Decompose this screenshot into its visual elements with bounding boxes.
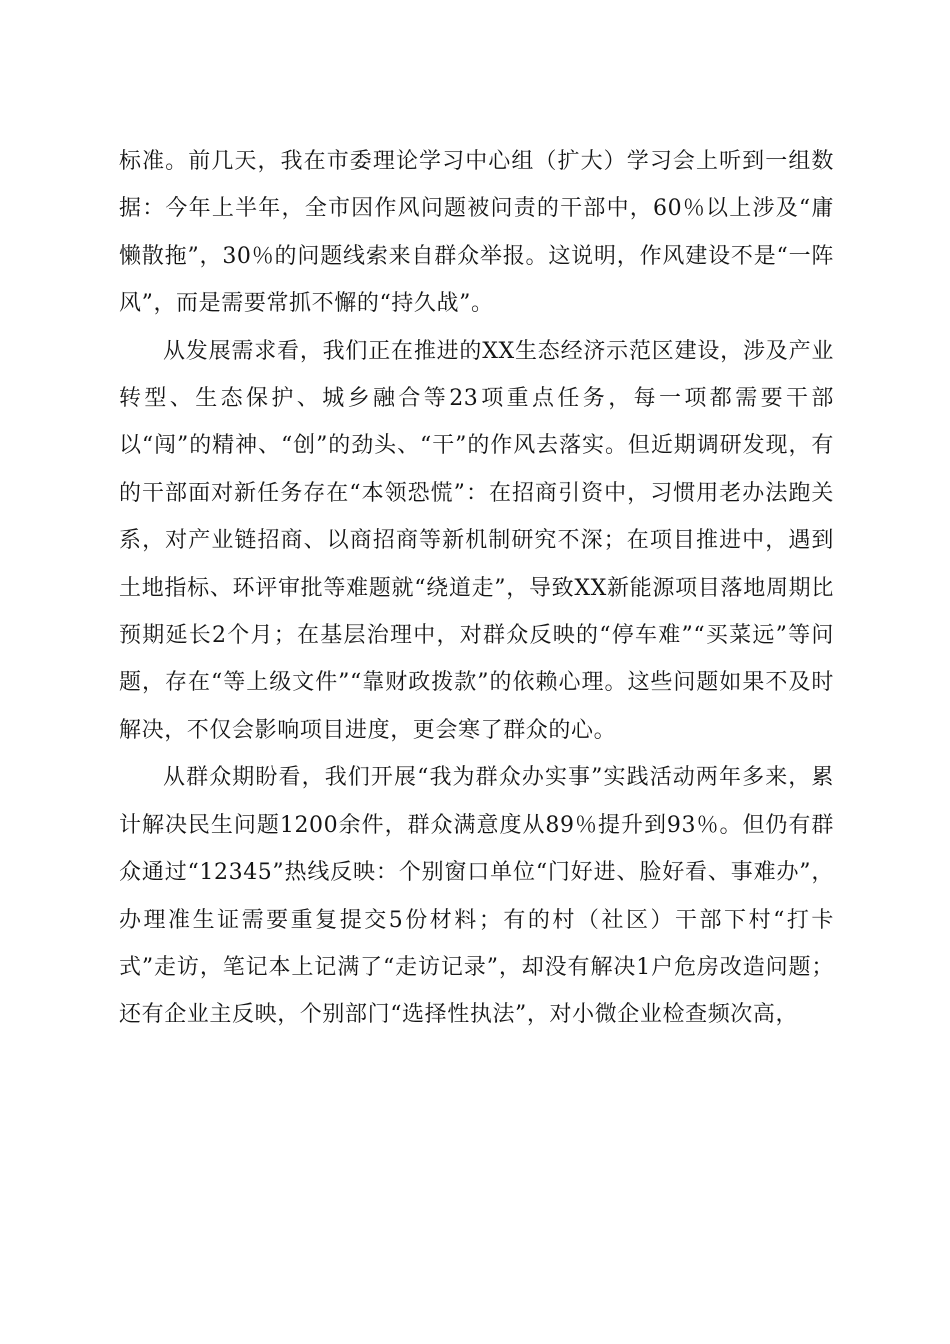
paragraph-public-expectations: 从群众期盼看，我们开展“我为群众办实事”实践活动两年多来，累计解决民生问题1200余件，群众满意度从89％提升到93％。但仍有群众通过“12345”热线反映：个别窗口单位“门好进、脸好看、事难办”，办理准生证需要重复提交5份材料；有的村（社区）干部下村“打卡式”走访，笔记本上记满了“走访记录”，却没有解决1户危房改造问题；还有企业主反映，个别部门“选择性执法”，对小微企业检查频次高， <box>119 765 834 1028</box>
paragraph-development-needs: 从发展需求看，我们正在推进的XX生态经济示范区建设，涉及产业转型、生态保护、城乡融合等23项重点任务，每一项都需要干部以“闯”的精神、“创”的劲头、“干”的作风去落实。但近期调研发现，有的干部面对新任务存在“本领恐慌”：在招商引资中，习惯用老办法跑关系，对产业链招商、以商招商等新机制研究不深；在项目推进中，遇到土地指标、环评审批等难题就“绕道走”，导致XX新能源项目落地周期比预期延长2个月；在基层治理中，对群众反映的“停车难”“买菜远”等问题，存在“等上级文件”“靠财政拨款”的依赖心理。这些问题如果不及时解决，不仅会影响项目进度，更会寒了群众的心。 <box>119 338 834 743</box>
body-text <box>119 138 834 1039</box>
paragraph-continuation: 标准。前几天，我在市委理论学习中心组（扩大）学习会上听到一组数据：今年上半年，全市因作风问题被问责的干部中，60％以上涉及“庸懒散拖”，30％的问题线索来自群众举报。这说明，作风建设不是“一阵风”，而是需要常抓不懈的“持久战”。 <box>119 149 834 317</box>
